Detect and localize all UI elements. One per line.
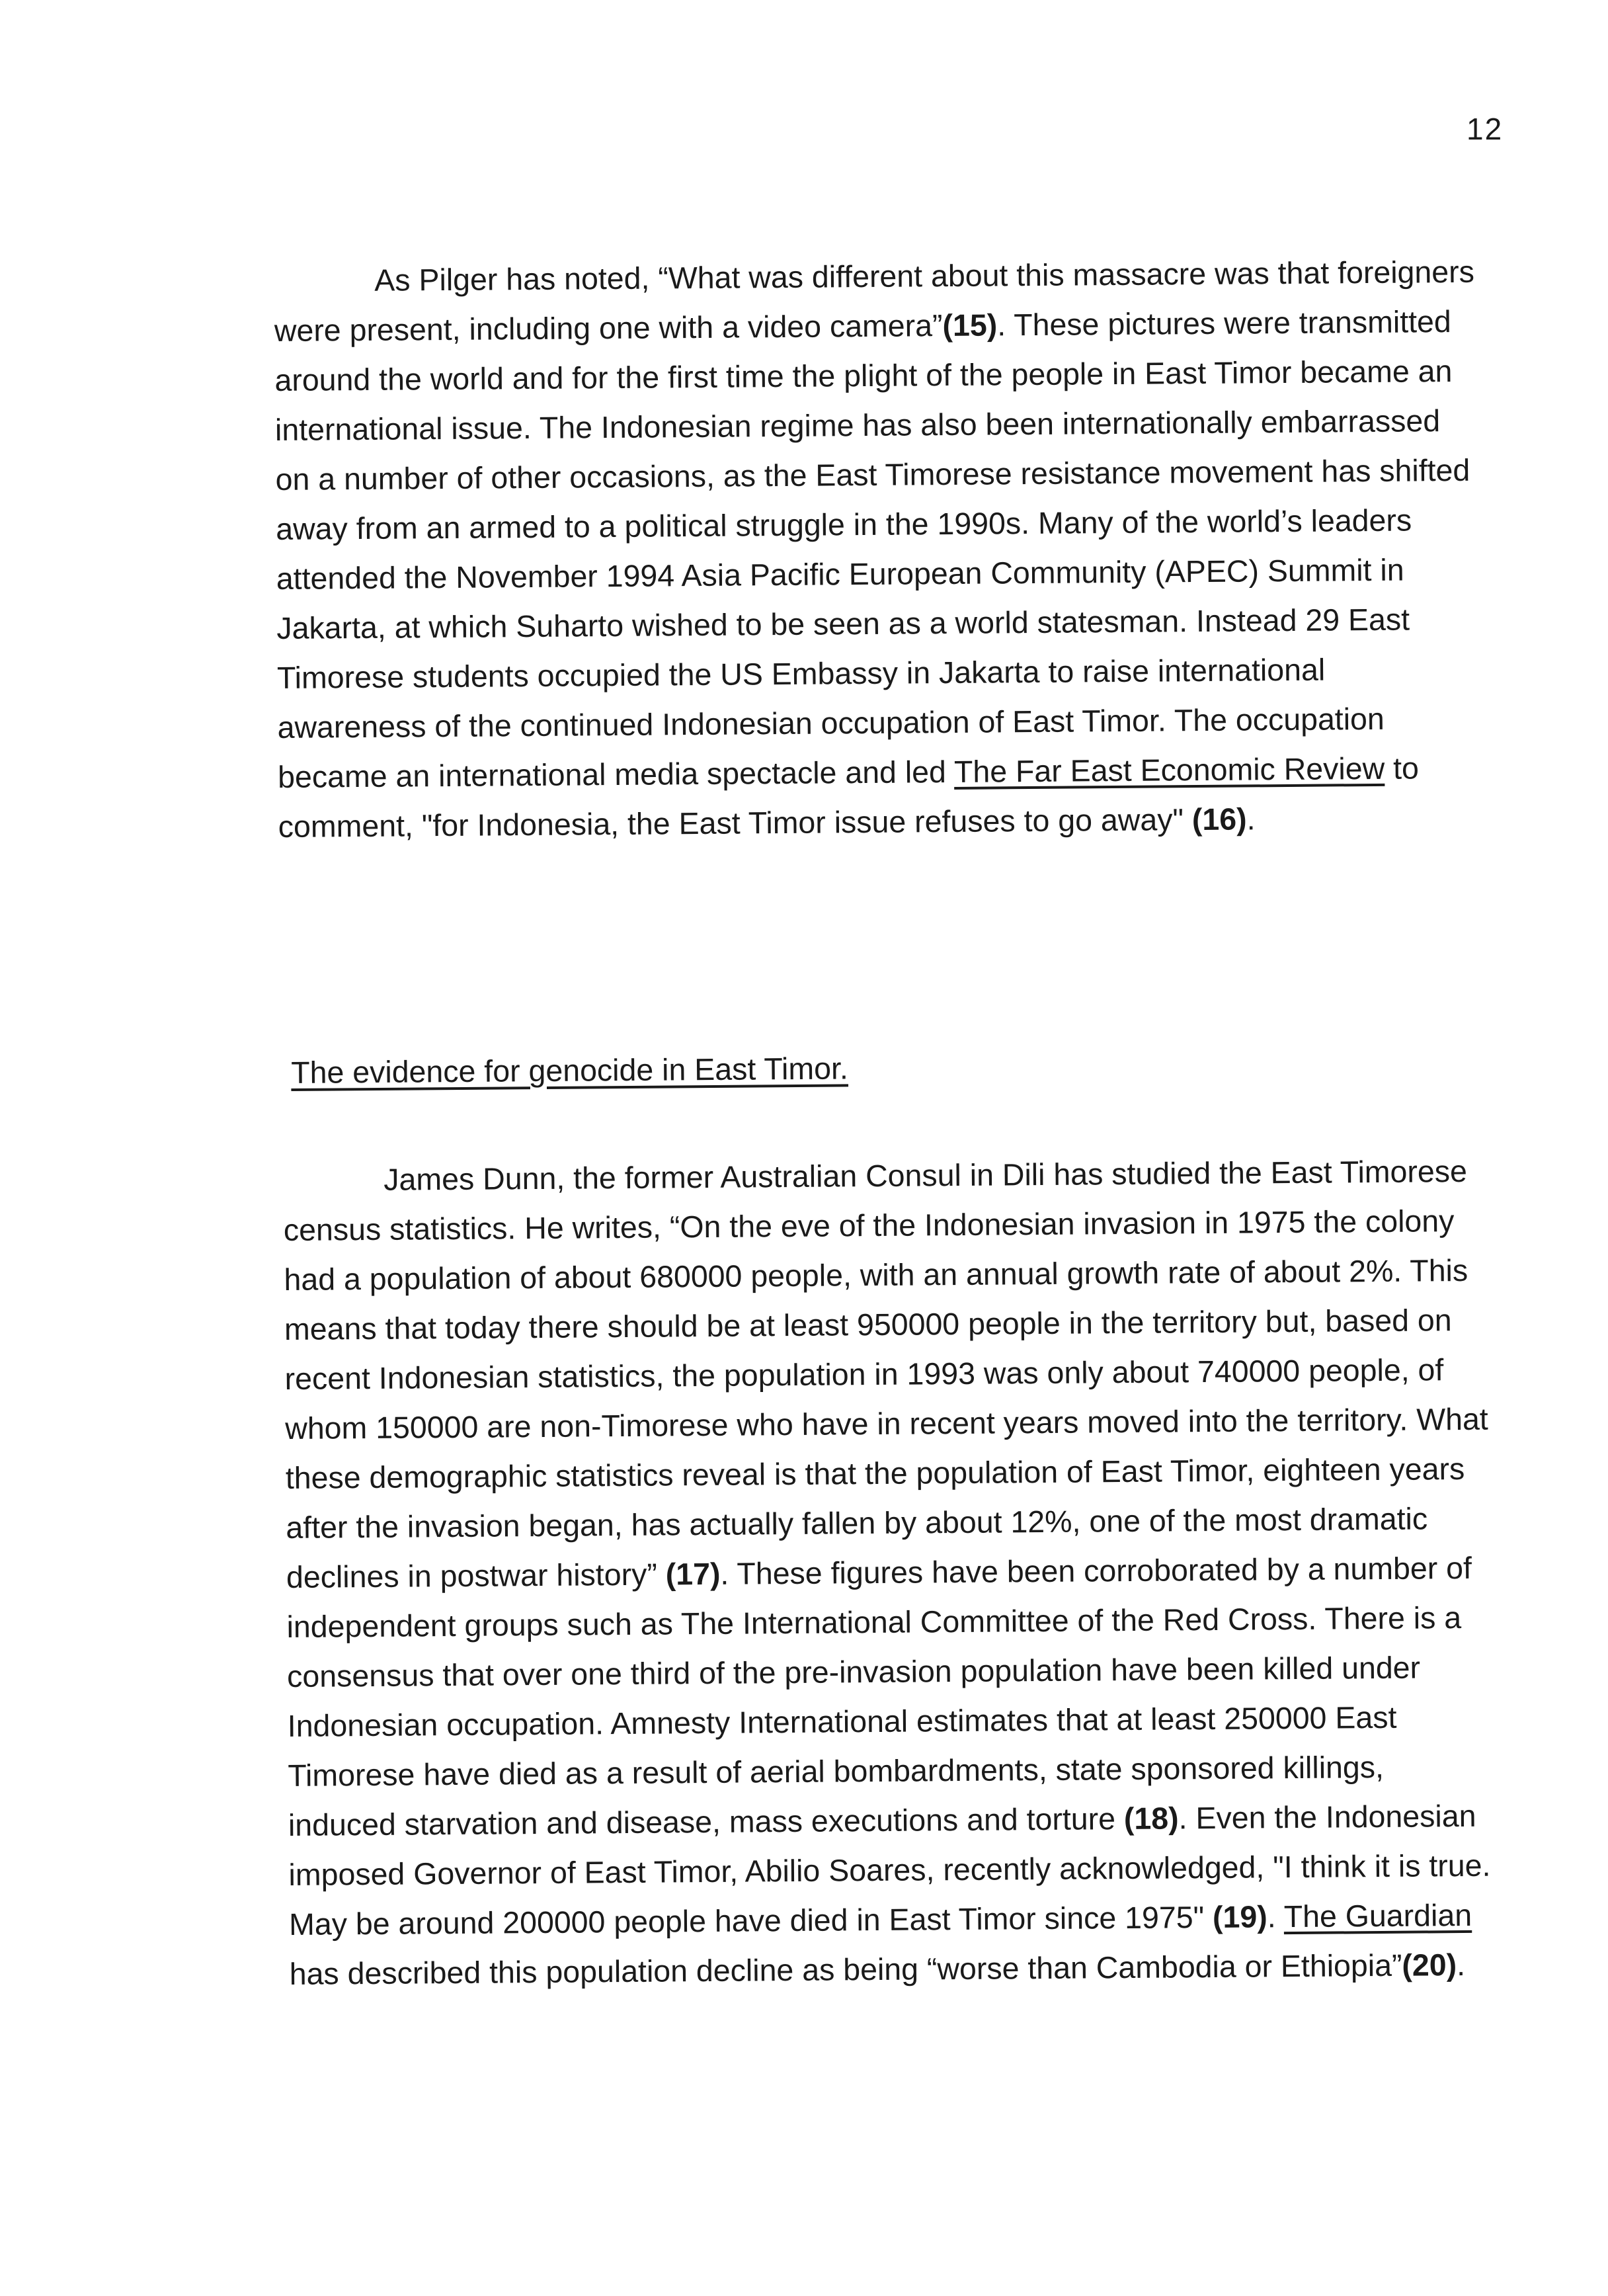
paragraph-text: . (1456, 1947, 1466, 1983)
body-paragraph-2 (283, 1147, 1500, 1999)
citation: (15) (942, 308, 998, 343)
citation: (17) (665, 1556, 721, 1592)
citation: (18) (1123, 1801, 1179, 1836)
body-paragraph-1 (274, 247, 1482, 852)
section-heading: The evidence for genocide in East Timor. (291, 1051, 849, 1090)
paragraph-text: . These pictures were transmitted around the world and for the first time the plight of the people in East Timor became an international issue. The Indonesian regime has also been internationally embarrassed on a number of other occasions, as the East Timorese resistance movement has shifted away from an armed to a political struggle in the 1990s. Many of the world’s leaders attended the November 1994 Asia Pacific European Community (APEC) Summit in Jakarta, at which Suharto wished to be seen as a world statesman. Instead 29 East Timorese students occupied the US Embassy in Jakarta to raise international awareness of the continued Indonesian occupation of East Timor. The occupation became an international media spectacle and led (274, 304, 1470, 794)
paragraph-text: James Dunn, the former Australian Consul in Dili has studied the East Timorese census statistics. He writes, “On the eve of the Indonesian invasion in 1975 the colony had a population of about 680000 people, with an annual growth rate of about 2%. This means that today there should be at least 950000 people in the territory but, based on recent Indonesian statistics, the population in 1993 was only about 740000 people, of whom 150000 are non-Timorese who have in recent years moved into the territory. What these demographic statistics reveal is that the population of East Timor, eighteen years after the invasion began, has actually fallen by about 12%, one of the most dramatic declines in postwar history” (283, 1153, 1488, 1594)
paragraph-text: to comment, "for Indonesia, the East Timor issue refuses to go away" (278, 751, 1420, 844)
paragraph-indent (274, 291, 374, 292)
paragraph-text: . (1267, 1899, 1284, 1934)
paragraph-text: . These figures have been corroborated by a number of independent groups such as The International Committee of the Red Cross. There is a consensus that over one third of the pre-invasion population have been killed under Indonesian occupation. Amnesty International estimates that at least 250000 East Timorese have died as a result of aerial bombardments, state sponsored killings, induced starvation and disease, mass executions and torture (286, 1550, 1472, 1842)
paragraph-text: As Pilger has noted, “What was different about this massacre was that foreigners were present, including one with a video camera” (274, 254, 1475, 348)
paragraph-text: has described this population decline as being “worse than Cambodia or Ethiopia” (289, 1948, 1402, 1991)
citation: (19) (1212, 1899, 1267, 1934)
citation: (20) (1402, 1948, 1457, 1983)
citation: (16) (1191, 801, 1247, 837)
paragraph-indent (283, 1190, 383, 1191)
paragraph-text: . (1246, 801, 1256, 837)
page-number: 12 (1467, 112, 1504, 146)
publication-title: The Far East Economic Review (953, 751, 1385, 789)
publication-title: The Guardian (1283, 1897, 1472, 1934)
paragraph-text: . Even the Indonesian imposed Governor of East Timor, Abilio Soares, recently acknowledged, "I think it is true. May be around 200000 people have died in East Timor since 1975" (288, 1798, 1491, 1942)
